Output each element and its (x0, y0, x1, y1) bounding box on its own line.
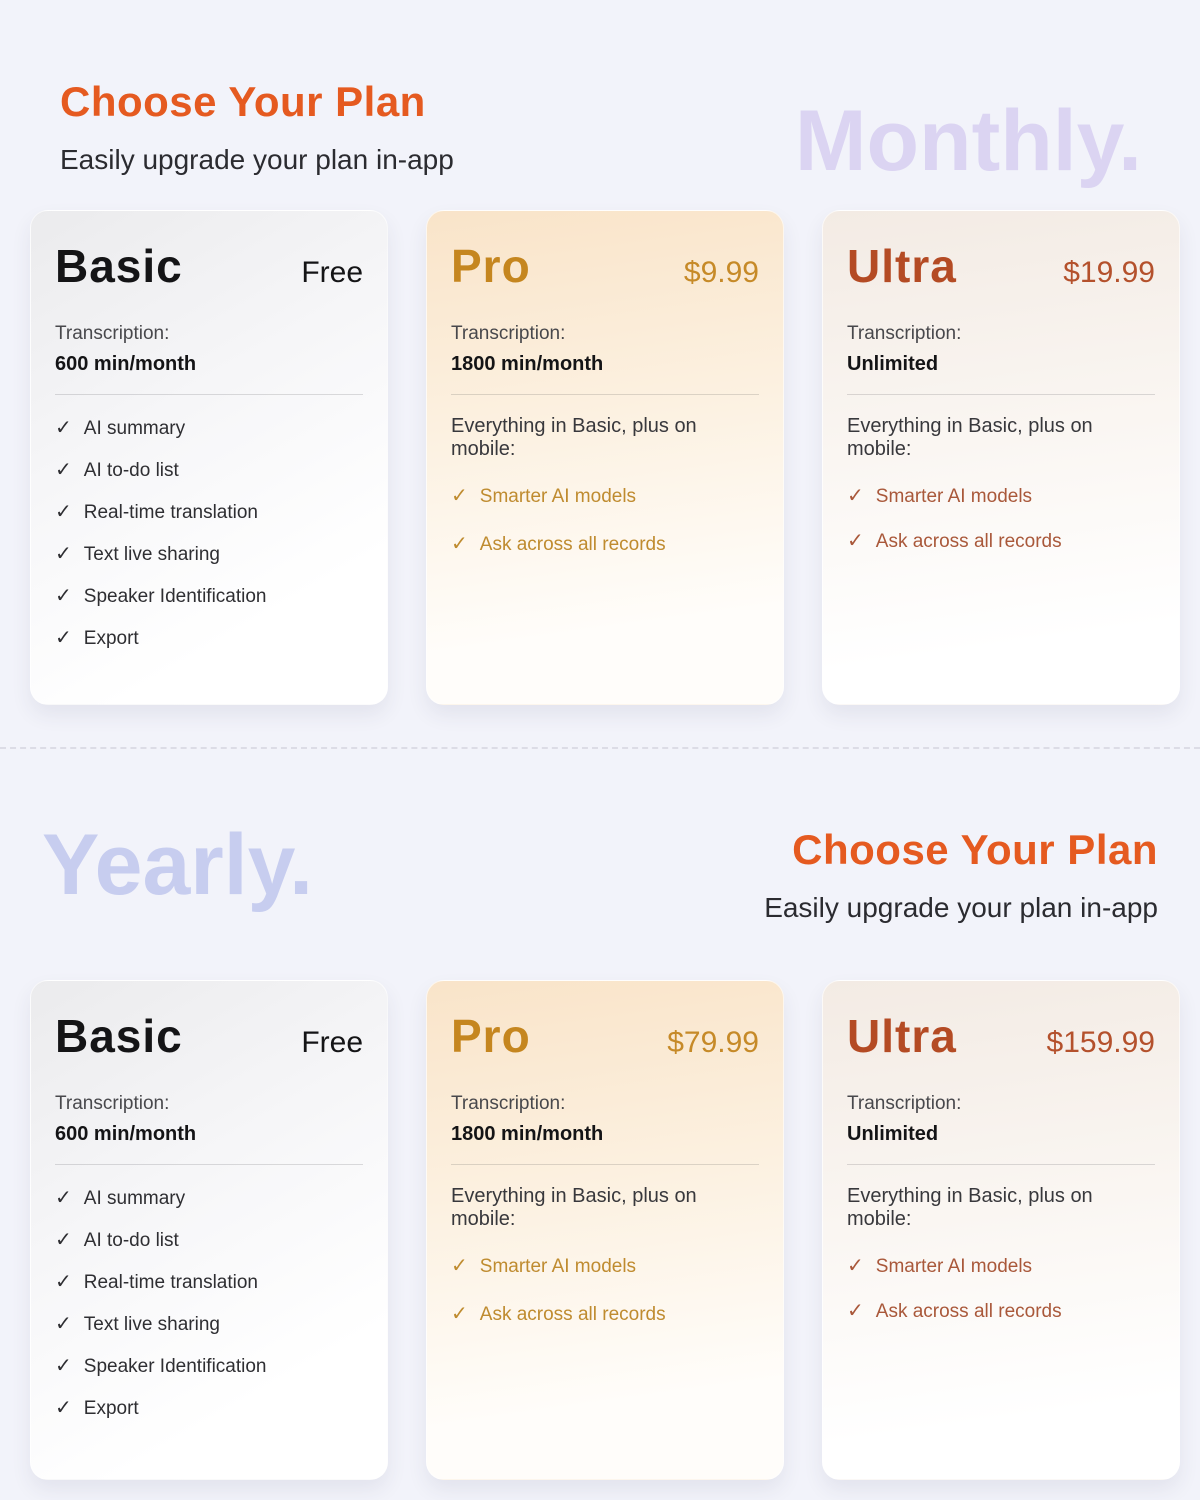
feature-item (55, 1355, 363, 1378)
feature-label: AI summary (83, 417, 186, 439)
check-icon: ✓ (847, 1255, 864, 1277)
check-icon: ✓ (55, 1229, 72, 1251)
yearly-header (764, 826, 1158, 924)
check-icon: ✓ (55, 417, 72, 439)
plan-intro: Everything in Basic, plus on mobile: (451, 1185, 697, 1230)
feature-item (55, 417, 363, 440)
check-icon: ✓ (55, 627, 72, 649)
monthly-header (60, 78, 454, 176)
transcription-block (55, 1093, 363, 1146)
transcription-value: 1800 min/month (451, 353, 604, 375)
card-divider (451, 394, 759, 395)
feature-label: AI summary (83, 1187, 186, 1209)
page-title: Choose Your Plan (60, 78, 426, 125)
feature-label: Smarter AI models (875, 1255, 1033, 1277)
feature-label: Export (83, 627, 139, 649)
feature-item (847, 530, 1155, 553)
feature-item (55, 1187, 363, 1210)
card-header (847, 239, 1155, 293)
feature-item (451, 485, 759, 508)
feature-list (55, 1187, 363, 1420)
page-subtitle: Easily upgrade your plan in-app (764, 892, 1158, 923)
check-icon: ✓ (55, 1187, 72, 1209)
card-header (847, 1009, 1155, 1063)
check-icon: ✓ (451, 485, 468, 507)
check-icon: ✓ (55, 543, 72, 565)
check-icon: ✓ (847, 1300, 864, 1322)
feature-label: Smarter AI models (479, 1255, 637, 1277)
feature-label: Ask across all records (875, 1300, 1062, 1322)
feature-item (847, 1300, 1155, 1323)
card-divider (847, 1164, 1155, 1165)
feature-label: Smarter AI models (479, 485, 637, 507)
feature-label: AI to-do list (83, 1229, 179, 1251)
transcription-block (847, 323, 1155, 376)
check-icon: ✓ (451, 533, 468, 555)
feature-label: Speaker Identification (83, 1355, 267, 1377)
check-icon: ✓ (451, 1255, 468, 1277)
feature-label: Ask across all records (479, 533, 666, 555)
check-icon: ✓ (55, 1355, 72, 1377)
transcription-value: Unlimited (847, 353, 939, 375)
page-subtitle: Easily upgrade your plan in-app (60, 144, 454, 175)
card-header (55, 239, 363, 293)
feature-item (451, 533, 759, 556)
card-divider (55, 394, 363, 395)
feature-label: Speaker Identification (83, 585, 267, 607)
check-icon: ✓ (55, 1313, 72, 1335)
transcription-block (55, 323, 363, 376)
transcription-label: Transcription: (847, 1093, 962, 1114)
plan-price: Free (301, 256, 363, 289)
page-title: Choose Your Plan (792, 826, 1158, 873)
feature-label: Smarter AI models (875, 485, 1033, 507)
plan-intro: Everything in Basic, plus on mobile: (847, 415, 1093, 460)
check-icon: ✓ (847, 530, 864, 552)
feature-item (847, 1255, 1155, 1278)
card-divider (451, 1164, 759, 1165)
plan-name: Basic (55, 1010, 183, 1062)
transcription-block (451, 1093, 759, 1146)
transcription-label: Transcription: (55, 323, 170, 344)
feature-label: Ask across all records (875, 530, 1062, 552)
plan-price: $159.99 (1046, 1026, 1155, 1059)
card-header (451, 239, 759, 293)
feature-label: Text live sharing (83, 543, 220, 565)
feature-item (55, 1229, 363, 1252)
feature-item (55, 1271, 363, 1294)
card-divider (847, 394, 1155, 395)
feature-item (55, 627, 363, 650)
card-header (55, 1009, 363, 1063)
plan-price: Free (301, 1026, 363, 1059)
feature-list (847, 485, 1155, 553)
check-icon: ✓ (451, 1303, 468, 1325)
transcription-value: Unlimited (847, 1123, 939, 1145)
plan-card-pro-yearly[interactable] (426, 980, 784, 1480)
card-divider (55, 1164, 363, 1165)
card-header (451, 1009, 759, 1063)
feature-item (451, 1303, 759, 1326)
transcription-label: Transcription: (55, 1093, 170, 1114)
plan-price: $79.99 (667, 1026, 759, 1059)
transcription-block (451, 323, 759, 376)
check-icon: ✓ (55, 501, 72, 523)
feature-list (451, 485, 759, 556)
plan-card-ultra-monthly[interactable] (822, 210, 1180, 705)
feature-label: Export (83, 1397, 139, 1419)
plan-intro: Everything in Basic, plus on mobile: (451, 415, 697, 460)
feature-item (847, 485, 1155, 508)
transcription-block (847, 1093, 1155, 1146)
monthly-watermark: Monthly. (794, 93, 1142, 189)
feature-list (55, 417, 363, 650)
plan-intro: Everything in Basic, plus on mobile: (847, 1185, 1093, 1230)
transcription-label: Transcription: (451, 323, 566, 344)
check-icon: ✓ (55, 1271, 72, 1293)
check-icon: ✓ (847, 485, 864, 507)
feature-label: Real-time translation (83, 501, 259, 523)
feature-item (55, 1397, 363, 1420)
feature-item (55, 501, 363, 524)
feature-label: Real-time translation (83, 1271, 259, 1293)
transcription-value: 600 min/month (55, 1123, 197, 1145)
plan-name: Pro (451, 240, 531, 292)
feature-list (847, 1255, 1155, 1323)
feature-label: Ask across all records (479, 1303, 666, 1325)
feature-item (55, 459, 363, 482)
plan-card-pro-monthly[interactable] (426, 210, 784, 705)
yearly-card-row (30, 980, 1180, 1480)
feature-label: AI to-do list (83, 459, 179, 481)
plan-name: Ultra (847, 240, 957, 292)
plan-name: Pro (451, 1010, 531, 1062)
plan-price: $9.99 (683, 256, 759, 289)
plan-name: Ultra (847, 1010, 957, 1062)
feature-item (55, 585, 363, 608)
yearly-watermark: Yearly. (42, 817, 313, 913)
transcription-label: Transcription: (451, 1093, 566, 1114)
feature-item (451, 1255, 759, 1278)
plan-card-basic-monthly[interactable] (30, 210, 388, 705)
check-icon: ✓ (55, 1397, 72, 1419)
check-icon: ✓ (55, 459, 72, 481)
feature-label: Text live sharing (83, 1313, 220, 1335)
feature-item (55, 543, 363, 566)
plan-price: $19.99 (1063, 256, 1155, 289)
section-divider (0, 747, 1200, 749)
transcription-value: 1800 min/month (451, 1123, 604, 1145)
plan-name: Basic (55, 240, 183, 292)
plan-card-basic-yearly[interactable] (30, 980, 388, 1480)
check-icon: ✓ (55, 585, 72, 607)
plan-card-ultra-yearly[interactable] (822, 980, 1180, 1480)
transcription-label: Transcription: (847, 323, 962, 344)
feature-list (451, 1255, 759, 1326)
feature-item (55, 1313, 363, 1336)
transcription-value: 600 min/month (55, 353, 197, 375)
monthly-card-row (30, 210, 1180, 705)
